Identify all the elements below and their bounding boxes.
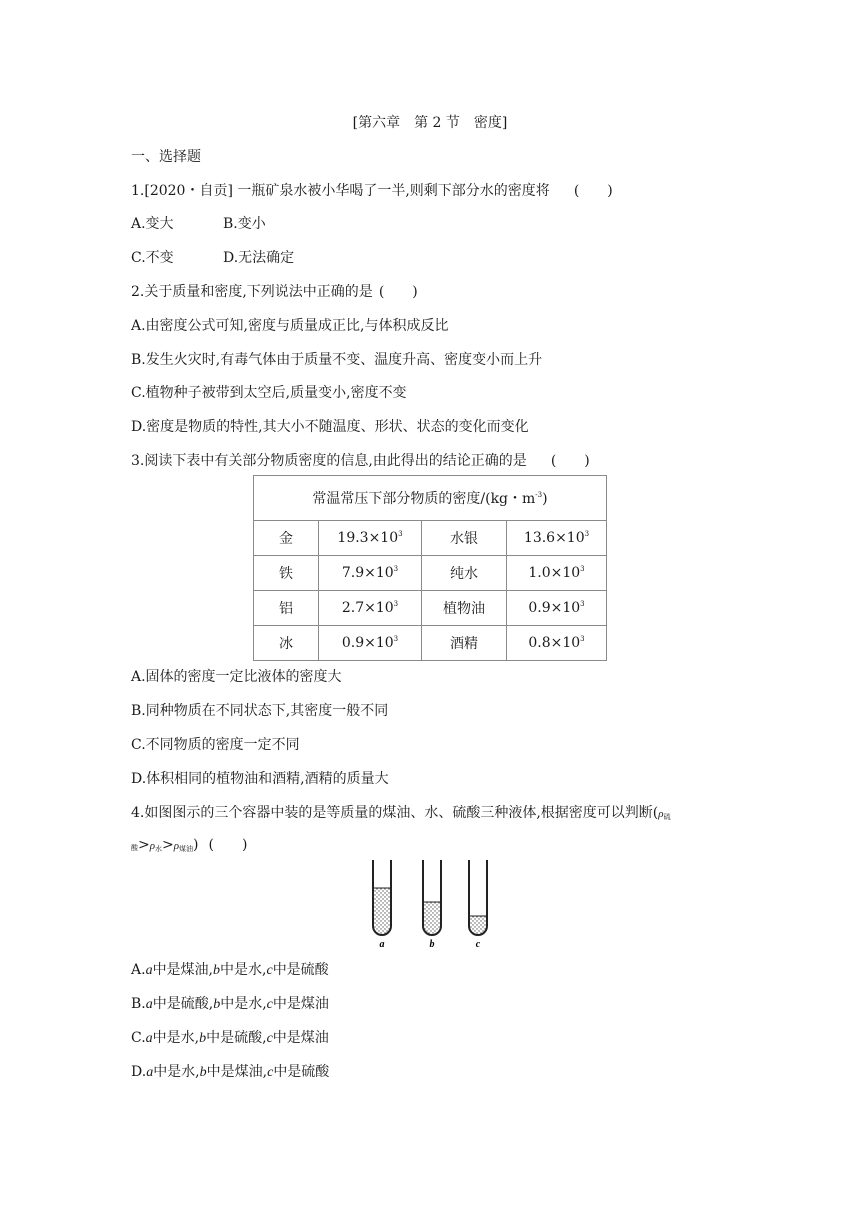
option-text: 中是水, bbox=[220, 996, 267, 1012]
test-tube-c bbox=[469, 860, 487, 935]
option-letter: A. bbox=[131, 962, 146, 978]
density-exponent: 3 bbox=[580, 565, 585, 573]
density-exponent: 3 bbox=[393, 565, 399, 573]
table-caption-text: 常温常压下部分物质的密度/(kg・m bbox=[312, 491, 536, 507]
question-1-text: 1.[2020・自贡] 一瓶矿泉水被小华喝了一半,则剩下部分水的密度将 bbox=[131, 183, 550, 199]
option-text: 中是水, bbox=[152, 1030, 200, 1046]
option-text: 中是硫酸 bbox=[272, 962, 329, 978]
option-letter: C. bbox=[131, 1030, 146, 1046]
density-value: 0.9×10 bbox=[341, 635, 394, 651]
var-b: b bbox=[199, 1031, 207, 1046]
option-text: 中是水, bbox=[153, 1064, 200, 1080]
table-cell-density bbox=[507, 521, 607, 556]
table-cell-density bbox=[319, 556, 422, 591]
option-text: 中是硫酸, bbox=[152, 996, 214, 1012]
rho-symbol: ρ bbox=[149, 840, 156, 852]
q3-option-d: D.体积相同的植物油和酒精,酒精的质量大 bbox=[131, 771, 389, 787]
option-text: 中是硫酸, bbox=[206, 1030, 267, 1046]
question-3 bbox=[131, 452, 590, 470]
density-value: 13.6×10 bbox=[523, 530, 585, 546]
gt-sign: > bbox=[162, 837, 174, 853]
q2-option-d: D.密度是物质的特性,其大小不随温度、形状、状态的变化而变化 bbox=[131, 419, 529, 435]
var-c: c bbox=[266, 997, 273, 1012]
var-c: c bbox=[267, 1065, 274, 1080]
table-cell-substance: 植物油 bbox=[422, 591, 507, 626]
density-value: 0.9×10 bbox=[528, 600, 581, 616]
table-cell-substance: 铁 bbox=[254, 556, 319, 591]
question-4-text: 4.如图图示的三个容器中装的是等质量的煤油、水、硫酸三种液体,根据密度可以判断( bbox=[131, 805, 659, 821]
q2-option-b: B.发生火灾时,有毒气体由于质量不变、温度升高、密度变小而上升 bbox=[131, 352, 543, 368]
close-paren: ) bbox=[193, 837, 199, 853]
rho-symbol: ρ bbox=[173, 840, 180, 852]
test-tube-b bbox=[423, 860, 441, 935]
table-cell-density bbox=[319, 591, 422, 626]
rho-subscript: 硫 bbox=[663, 813, 671, 821]
tube-label-b: b bbox=[429, 939, 435, 950]
density-value: 2.7×10 bbox=[341, 600, 394, 616]
density-exponent: 3 bbox=[580, 635, 585, 643]
density-value: 1.0×10 bbox=[528, 565, 581, 581]
table-row bbox=[254, 591, 607, 626]
table-cell-substance: 金 bbox=[254, 521, 319, 556]
density-table bbox=[253, 475, 607, 661]
var-b: b bbox=[213, 997, 221, 1012]
density-exponent: 3 bbox=[398, 530, 403, 538]
rho-symbol: ρ bbox=[658, 808, 664, 820]
rho-subscript: 酸 bbox=[131, 844, 138, 852]
question-2-text: 2.关于质量和密度,下列说法中正确的是 bbox=[131, 284, 373, 300]
table-cell-density bbox=[507, 626, 607, 661]
var-a: a bbox=[145, 997, 153, 1012]
var-b: b bbox=[199, 1065, 207, 1080]
table-row bbox=[254, 556, 607, 591]
table-header-row bbox=[254, 476, 607, 521]
table-row bbox=[254, 521, 607, 556]
table-cell-substance: 冰 bbox=[254, 626, 319, 661]
q3-option-a: A.固体的密度一定比液体的密度大 bbox=[131, 669, 342, 685]
table-cell-density bbox=[507, 591, 607, 626]
question-4 bbox=[131, 804, 671, 826]
q4-option-d bbox=[131, 1063, 329, 1082]
option-text: 中是水, bbox=[220, 962, 267, 978]
q4-option-a bbox=[131, 961, 329, 980]
answer-blank: ( ) bbox=[550, 453, 590, 469]
density-value: 0.8×10 bbox=[528, 635, 581, 651]
q3-option-b: B.同种物质在不同状态下,其密度一般不同 bbox=[131, 703, 389, 719]
q1-option-c: C.不变 bbox=[131, 250, 174, 266]
section-title: 一、选择题 bbox=[131, 149, 201, 165]
density-value: 19.3×10 bbox=[337, 530, 399, 546]
caption-exponent: -3 bbox=[535, 491, 543, 499]
var-a: a bbox=[145, 1031, 153, 1046]
table-cell-substance: 纯水 bbox=[422, 556, 507, 591]
rho-subscript: 煤油 bbox=[179, 845, 194, 853]
question-3-text: 3.阅读下表中有关部分物质密度的信息,由此得出的结论正确的是 bbox=[131, 453, 527, 469]
q3-option-c: C.不同物质的密度一定不同 bbox=[131, 737, 300, 753]
table-caption bbox=[254, 476, 607, 521]
answer-blank: ( ) bbox=[378, 284, 418, 300]
gt-sign: > bbox=[138, 837, 150, 853]
caption-close: ) bbox=[542, 491, 548, 507]
question-1 bbox=[131, 182, 613, 200]
density-exponent: 3 bbox=[584, 530, 590, 538]
density-exponent: 3 bbox=[580, 600, 585, 608]
option-letter: D. bbox=[131, 1064, 147, 1080]
table-cell-density bbox=[319, 626, 422, 661]
option-text: 中是煤油, bbox=[206, 1064, 268, 1080]
option-text: 中是煤油 bbox=[272, 1030, 329, 1046]
var-a: a bbox=[145, 963, 153, 978]
var-a: a bbox=[146, 1065, 154, 1080]
q2-option-c: C.植物种子被带到太空后,质量变小,密度不变 bbox=[131, 385, 407, 401]
table-cell-substance: 酒精 bbox=[422, 626, 507, 661]
rho-subscript: 水 bbox=[155, 845, 163, 853]
q1-option-a: A.变大 bbox=[131, 216, 174, 232]
test-tube-a bbox=[373, 860, 391, 935]
density-value: 7.9×10 bbox=[341, 565, 394, 581]
var-c: c bbox=[266, 963, 273, 978]
test-tubes-figure bbox=[368, 860, 498, 952]
q1-option-d: D.无法确定 bbox=[223, 250, 295, 266]
var-b: b bbox=[213, 963, 221, 978]
q1-options-row-2 bbox=[131, 249, 294, 267]
table-cell-density bbox=[319, 521, 422, 556]
option-text: 中是煤油, bbox=[152, 962, 214, 978]
tube-label-c: c bbox=[475, 939, 481, 950]
density-exponent: 3 bbox=[393, 635, 399, 643]
table-cell-substance: 铝 bbox=[254, 591, 319, 626]
option-letter: B. bbox=[131, 996, 146, 1012]
page-title: [第六章 第 2 节 密度] bbox=[352, 115, 508, 131]
table-cell-substance: 水银 bbox=[422, 521, 507, 556]
answer-blank: ( ) bbox=[573, 183, 613, 199]
question-4-cont bbox=[131, 836, 247, 858]
var-c: c bbox=[266, 1031, 273, 1046]
q4-option-b bbox=[131, 995, 329, 1014]
option-text: 中是煤油 bbox=[272, 996, 329, 1012]
question-2 bbox=[131, 283, 418, 301]
q2-option-a: A.由密度公式可知,密度与质量成正比,与体积成反比 bbox=[131, 318, 449, 334]
answer-blank: ( ) bbox=[208, 837, 248, 853]
table-cell-density bbox=[507, 556, 607, 591]
density-exponent: 3 bbox=[393, 600, 399, 608]
q1-option-b: B.变小 bbox=[223, 216, 266, 232]
option-text: 中是硫酸 bbox=[273, 1064, 330, 1080]
q1-options-row-1 bbox=[131, 215, 266, 233]
q4-option-c bbox=[131, 1029, 329, 1048]
tube-label-a: a bbox=[379, 939, 385, 950]
table-row bbox=[254, 626, 607, 661]
